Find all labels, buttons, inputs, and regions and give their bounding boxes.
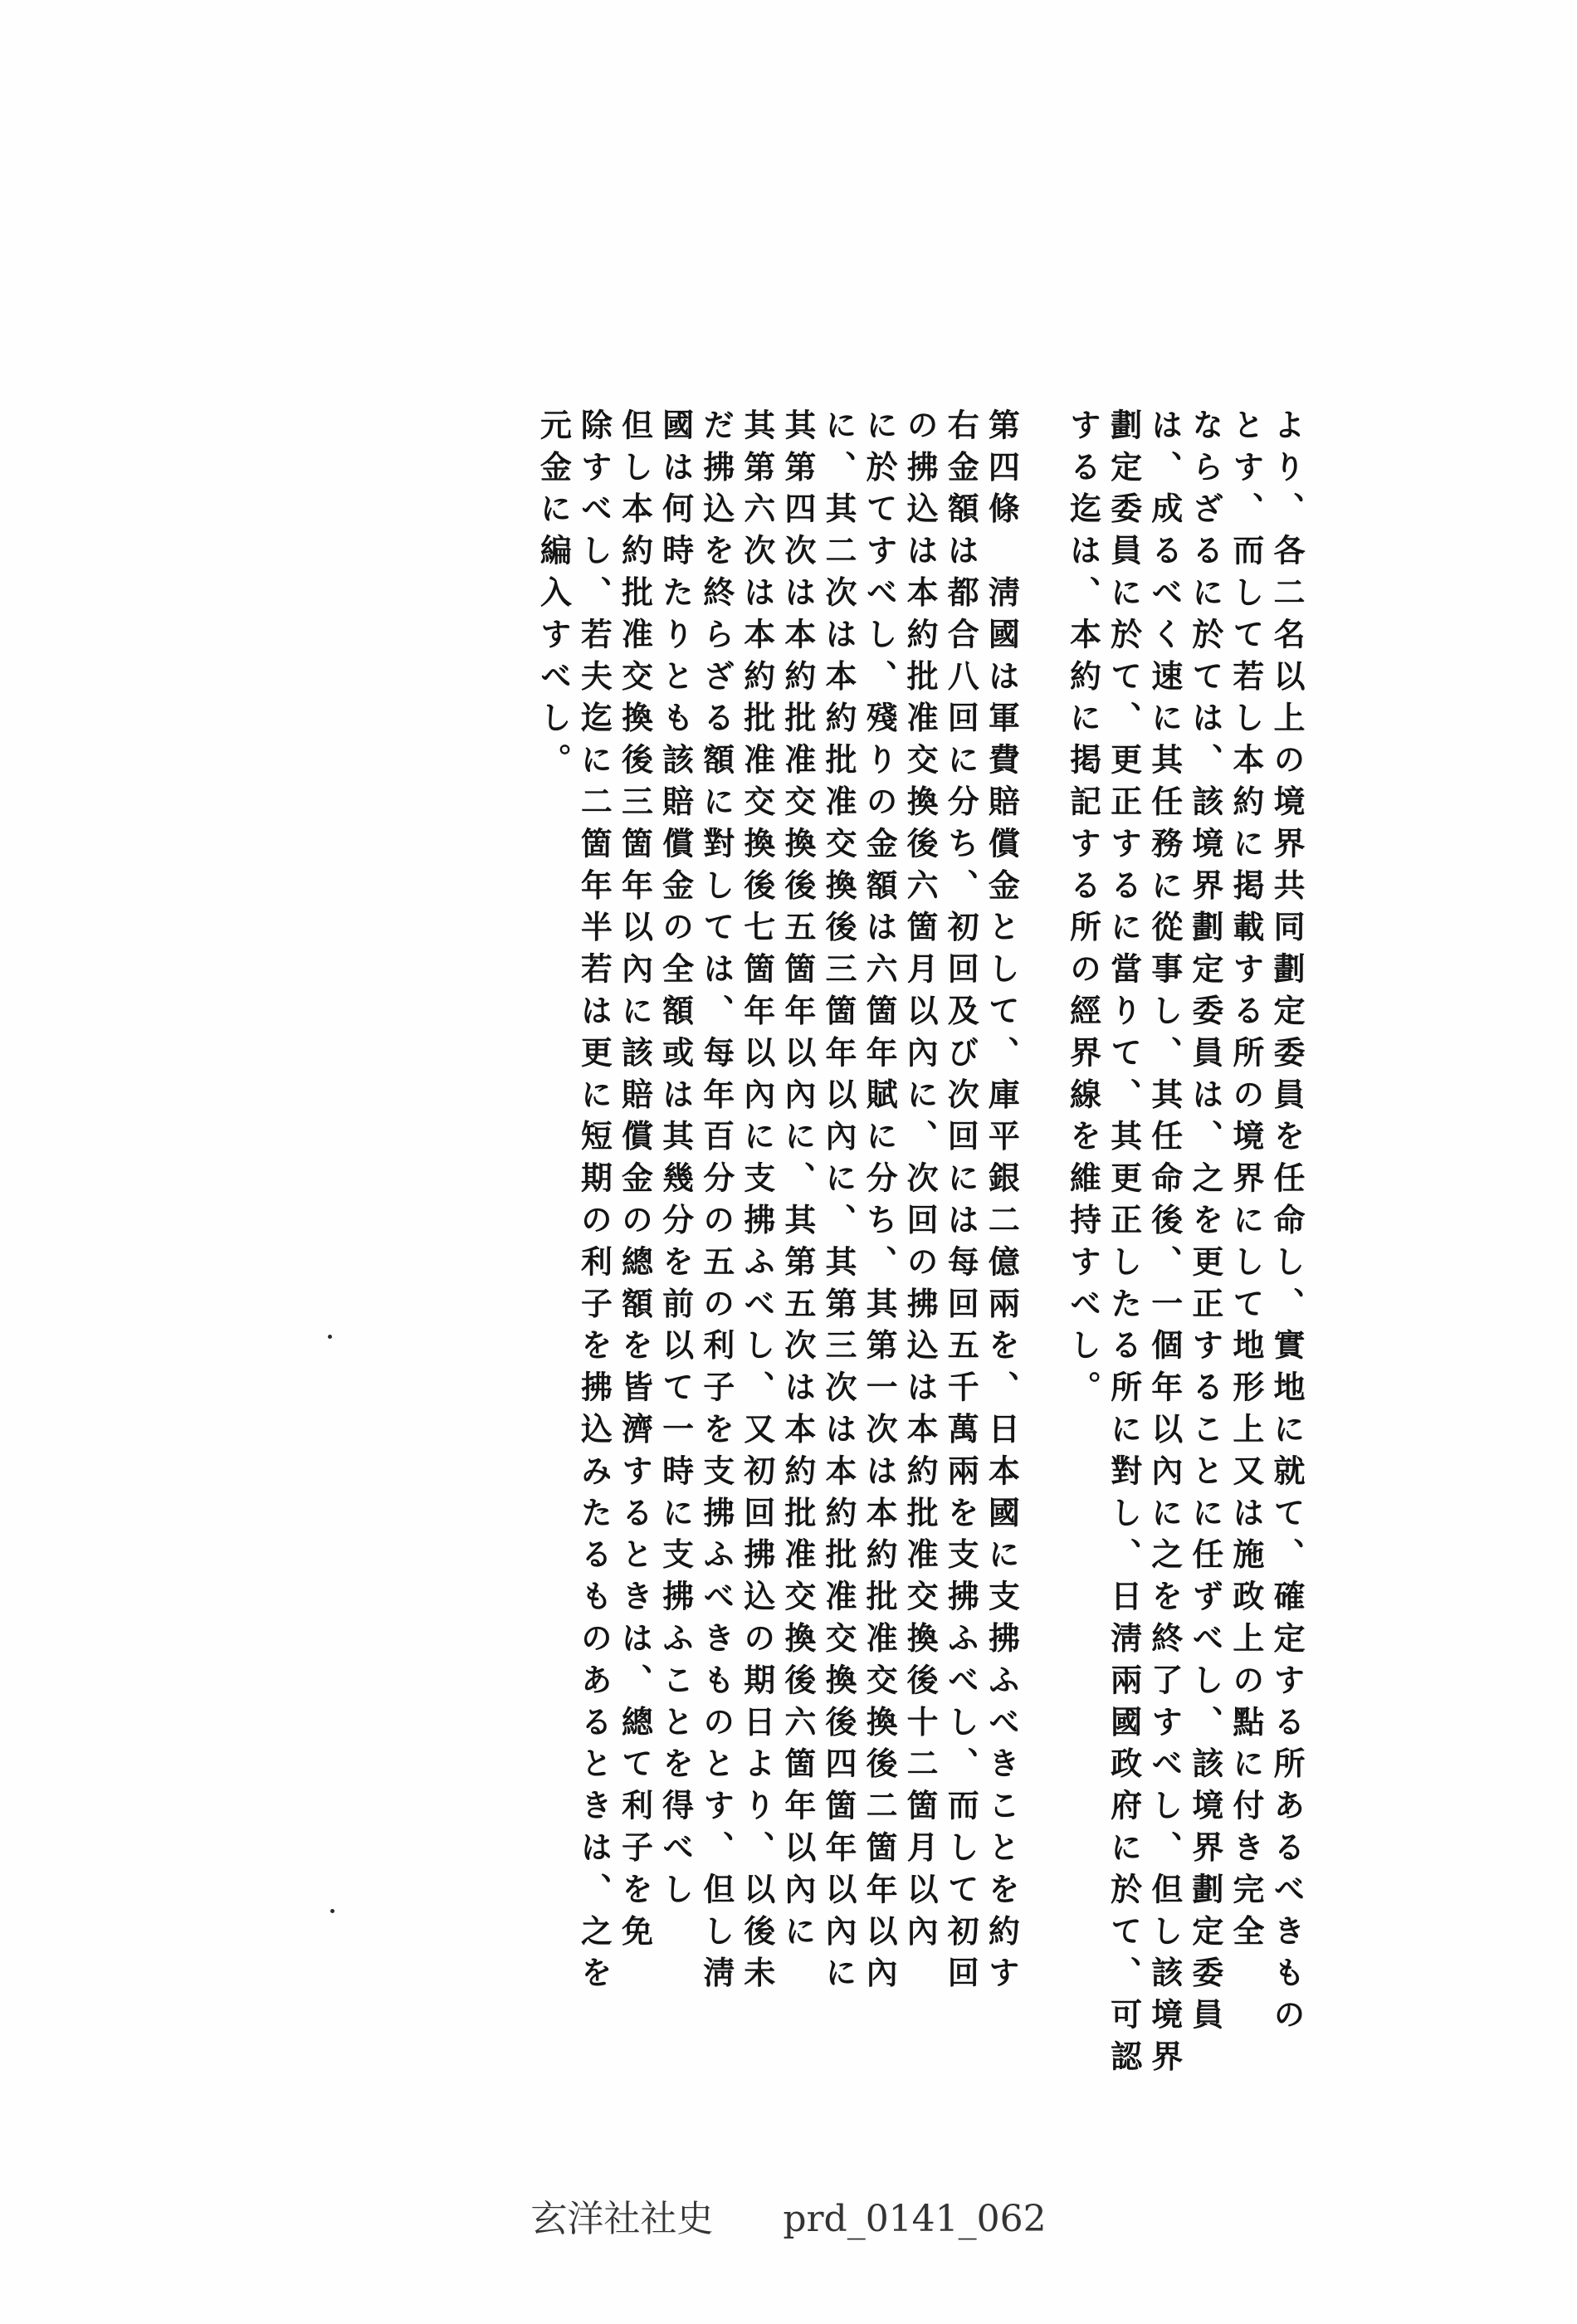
text-column: だ拂込を終らざる額に對しては、每年百分の五の利子を支拂ふべきものとす、但し淸 xyxy=(697,408,735,1999)
text-column: の拂込は本約批准交換後六箇月以內に、次回の拂込は本約批准交換後十二箇月以內 xyxy=(901,408,940,1956)
text-column: に於てすべし、殘りの金額は六箇年賦に分ち、其第一次は本約批准交換後二箇年以內 xyxy=(861,408,899,1999)
scan-speck xyxy=(328,1335,332,1339)
text-column: 右金額は都合八回に分ち、初回及び次回には每回五千萬兩を支拂ふべし、而して初回 xyxy=(942,408,980,1999)
text-column: より、各二名以上の境界共同劃定委員を任命し、實地に就て、確定する所あるべきもの xyxy=(1268,408,1306,2040)
text-column: に、其二次は本約批准交換後三箇年以內に、其第三次は本約批准交換後四箇年以內に xyxy=(819,408,857,1999)
footer-title: 玄洋社社史 xyxy=(530,2198,714,2240)
text-column: 其第四次は本約批准交換後五箇年以內に、其第五次は本約批准交換後六箇年以內に xyxy=(779,408,817,1956)
scan-speck xyxy=(330,1909,334,1913)
page-footer xyxy=(0,2189,1577,2242)
text-column: 除すべし、若夫迄に二箇年半若は更に短期の利子を拂込みたるものあるときは、之を xyxy=(575,408,613,1999)
text-column: とす、而して若し本約に掲載する所の境界にして地形上又は施政上の點に付き完全 xyxy=(1227,408,1265,1956)
text-column: 國は何時たりとも該賠償金の全額或は其幾分を前以て一時に支拂ふことを得べし xyxy=(657,408,695,1915)
text-column: 元金に編入すべし。 xyxy=(535,408,573,785)
text-column: 第四條 淸國は軍費賠償金として、庫平銀二億兩を、日本國に支拂ふべきことを約す xyxy=(983,408,1021,1999)
blank-column xyxy=(1022,408,1062,1944)
text-column: 其第六次は本約批准交換後七箇年以內に支拂ふべし、又初回拂込の期日より、以後未 xyxy=(738,408,776,1999)
text-column: ならざるに於ては、該境界劃定委員は、之を更正することに任ずべし、該境界劃定委員 xyxy=(1186,408,1224,2040)
text-column: 但し本約批准交換後三箇年以內に該賠償金の總額を皆濟するときは、總て利子を免 xyxy=(616,408,654,1956)
footer-document-id: prd_0141_062 xyxy=(783,2198,1047,2240)
text-column: 劃定委員に於て、更正するに當りて、其更正したる所に對し、日淸兩國政府に於て、可認 xyxy=(1105,408,1143,2082)
vertical-text-body xyxy=(286,408,1307,2082)
text-column: は、成るべく速に其任務に從事し、其任命後、一個年以內に之を終了すべし、但し該境界 xyxy=(1145,408,1184,2082)
text-column: する迄は、本約に掲記する所の經界線を維持すべし。 xyxy=(1064,408,1102,1413)
